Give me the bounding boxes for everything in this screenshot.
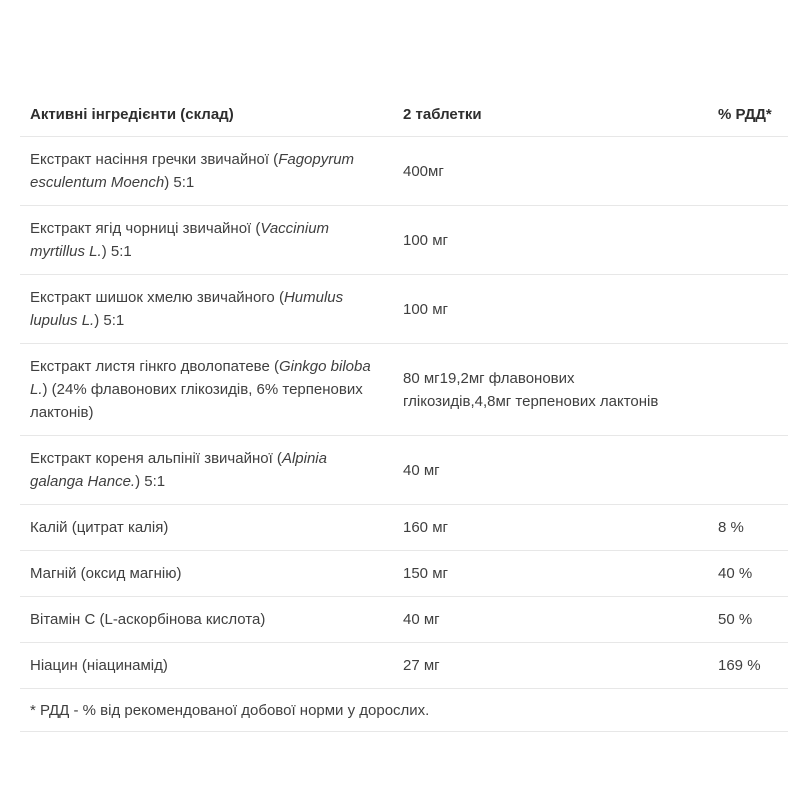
ingredient-name: Вітамін С (L-аскорбінова кислота): [30, 611, 266, 628]
table-row: [20, 643, 788, 689]
column-header-serving: 2 таблетки: [403, 106, 482, 123]
ingredient-name: Екстракт ягід чорниці звичайної (: [30, 220, 261, 237]
supplement-table: [20, 95, 788, 732]
ingredient-name-suffix: ) 5:1: [164, 174, 195, 191]
table-row: [20, 275, 788, 344]
ingredient-name-cell: [20, 447, 403, 493]
ingredient-name-suffix: ) 5:1: [135, 473, 166, 490]
ingredient-name: Ніацин (ніацинамід): [30, 657, 168, 674]
ingredient-name-cell: [20, 286, 403, 332]
ingredient-name: Екстракт листя гінкго дволопатеве (: [30, 358, 279, 375]
column-header-rdd: % РДД*: [718, 106, 772, 123]
ingredient-name-cell: [20, 654, 403, 677]
ingredient-name-cell: [20, 148, 403, 194]
table-header-row: [20, 95, 788, 137]
latin-name: Ginkgo biloba L.: [30, 358, 371, 398]
table-row: [20, 436, 788, 505]
ingredient-name: Екстракт кореня альпінії звичайної (: [30, 450, 282, 467]
amount-cell: 80 мг19,2мг флавонових глікозидів,4,8мг терпенових лактонів: [403, 369, 659, 410]
ingredient-name-cell: [20, 608, 403, 631]
table-footnote: * РДД - % від рекомендованої добової норми у дорослих.: [20, 689, 788, 732]
ingredient-name: Екстракт шишок хмелю звичайного (: [30, 289, 284, 306]
amount-cell: 40 мг: [403, 461, 440, 479]
table-row: [20, 597, 788, 643]
ingredient-name-cell: [20, 355, 403, 424]
ingredient-name-cell: [20, 516, 403, 539]
ingredient-name-suffix: ) 5:1: [101, 243, 132, 260]
rdd-cell: 8 %: [718, 519, 744, 536]
ingredient-name-suffix: ) 5:1: [94, 312, 125, 329]
amount-cell: 27 мг: [403, 657, 440, 674]
ingredient-name: Магній (оксид магнію): [30, 565, 182, 582]
ingredient-name: Екстракт насіння гречки звичайної (: [30, 151, 279, 168]
table-row: [20, 505, 788, 551]
amount-cell: 100 мг: [403, 300, 448, 318]
rdd-cell: 50 %: [718, 611, 753, 628]
amount-cell: 400мг: [403, 162, 444, 180]
table-row: [20, 344, 788, 436]
table-row: [20, 137, 788, 206]
latin-name: Alpinia galanga Hance.: [30, 450, 327, 490]
table-row: [20, 206, 788, 275]
ingredient-name: Калій (цитрат калія): [30, 519, 169, 536]
amount-cell: 160 мг: [403, 519, 448, 536]
ingredient-name-cell: [20, 217, 403, 263]
column-header-ingredients: Активні інгредієнти (склад): [30, 106, 234, 123]
latin-name: Vaccinium myrtillus L.: [30, 220, 330, 260]
latin-name: Humulus lupulus L.: [30, 289, 344, 329]
latin-name: Fagopyrum esculentum Moench: [30, 151, 355, 191]
table-row: [20, 551, 788, 597]
amount-cell: 40 мг: [403, 611, 440, 628]
amount-cell: 150 мг: [403, 565, 448, 582]
rdd-cell: 169 %: [718, 657, 761, 674]
amount-cell: 100 мг: [403, 231, 448, 249]
ingredient-name-suffix: ) (24% флавонових глікозидів, 6% терпенових лактонів): [30, 381, 363, 421]
rdd-cell: 40 %: [718, 565, 753, 582]
ingredient-name-cell: [20, 562, 403, 585]
